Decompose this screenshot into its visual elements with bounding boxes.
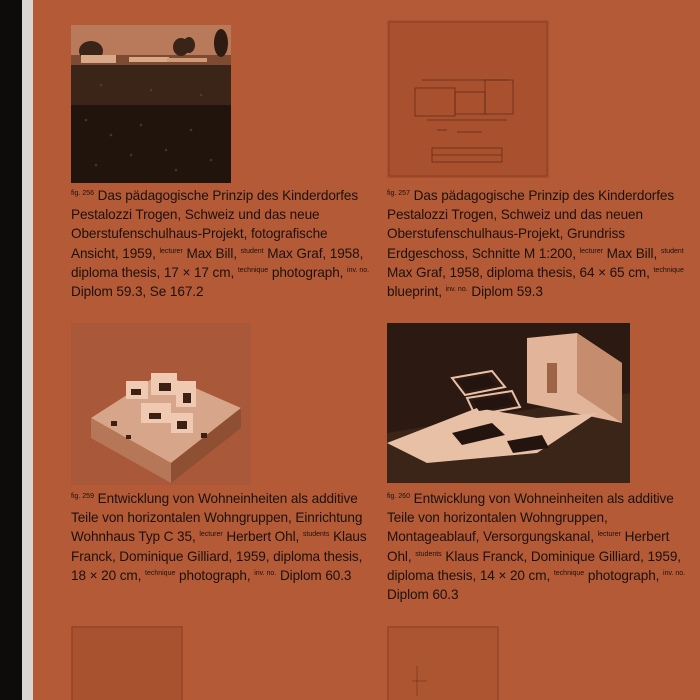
caption-fig-259 xyxy=(71,489,376,585)
lecturer-label: lecturer xyxy=(159,247,183,255)
caption-title: Entwicklung von Wohneinheiten als additive Teile von horizontalen Wohngruppen, Einrichtung Wohnhaus Typ C 35, xyxy=(71,491,363,545)
caption-title: Das pädagogische Prinzip des Kinderdorfes Pestalozzi Trogen, Schweiz und das neue Oberstufenschulhaus-Projekt, fotografische Ansicht, 1959, xyxy=(71,188,359,261)
technique-value: photograph, xyxy=(271,264,344,280)
student-label: student xyxy=(240,247,264,255)
fig-number: fig. 257 xyxy=(387,190,410,197)
technique-label: technique xyxy=(237,266,269,274)
fig-number: fig. 256 xyxy=(71,190,94,197)
photo-schoolhouse-landscape xyxy=(71,25,231,183)
inv-value: Diplom 59.3 xyxy=(471,284,543,300)
fig-number: fig. 259 xyxy=(71,493,94,500)
student-label: students xyxy=(302,531,330,539)
lecturer-name: Max Bill, xyxy=(606,245,658,261)
inv-label: inv. no. xyxy=(663,569,686,577)
caption-fig-256 xyxy=(71,186,376,301)
inv-value: Diplom 60.3 xyxy=(279,567,352,583)
lecturer-label: lecturer xyxy=(579,247,603,255)
technique-label: technique xyxy=(653,266,684,274)
student-label: students xyxy=(415,550,442,558)
student-info: Max Graf, 1958, diploma thesis, 64 × 65 cm, xyxy=(387,264,650,280)
lecturer-name: Max Bill, xyxy=(186,245,237,261)
lecturer-label: lecturer xyxy=(597,531,621,539)
bottom-right-drawing xyxy=(387,626,499,700)
student-info: Klaus Franck, Dominique Gilliard, 1959, diploma thesis, 18 × 20 cm, xyxy=(71,529,367,583)
technique-value: blueprint, xyxy=(387,284,442,300)
technique-label: technique xyxy=(145,569,176,577)
photo-assembly-model xyxy=(387,323,630,483)
caption-fig-257 xyxy=(387,186,692,301)
inv-label: inv. no. xyxy=(347,266,370,274)
lecturer-name: Herbert Ohl, xyxy=(387,529,670,564)
technique-value: photograph, xyxy=(179,567,251,583)
student-info: Max Graf, 1958, diploma thesis, 17 × 17 cm, xyxy=(71,245,364,280)
book-edge xyxy=(0,0,22,700)
lecturer-label: lecturer xyxy=(199,531,223,539)
technique-label: technique xyxy=(553,569,585,577)
photo-housing-model xyxy=(71,323,251,485)
caption-title: Das pädagogische Prinzip des Kinderdorfes Pestalozzi Trogen, Schweiz und das neuen Oberstufenschulhaus-Projekt, Grundriss Erdgeschoss, Schnitte M 1:200, xyxy=(387,188,675,261)
inv-value: Diplom 59.3, Se 167.2 xyxy=(71,284,204,300)
technique-value: photograph, xyxy=(587,567,660,583)
fig-number: fig. 260 xyxy=(387,493,410,500)
lecturer-name: Herbert Ohl, xyxy=(226,529,300,545)
inv-value: Diplom 60.3 xyxy=(387,587,459,603)
student-label: student xyxy=(660,247,684,255)
inv-label: inv. no. xyxy=(254,569,277,577)
caption-fig-260 xyxy=(387,489,692,604)
bottom-left-drawing xyxy=(71,626,183,700)
student-info: Klaus Franck, Dominique Gilliard, 1959, diploma thesis, 14 × 20 cm, xyxy=(387,548,681,583)
blueprint-floor-plan xyxy=(387,20,549,178)
catalog-page xyxy=(33,0,700,700)
inv-label: inv. no. xyxy=(445,286,468,294)
page-spine xyxy=(22,0,33,700)
caption-title: Entwicklung von Wohneinheiten als additive Teile von horizontalen Wohngruppen, Montageablauf, Versorgungskanal, xyxy=(387,491,674,545)
